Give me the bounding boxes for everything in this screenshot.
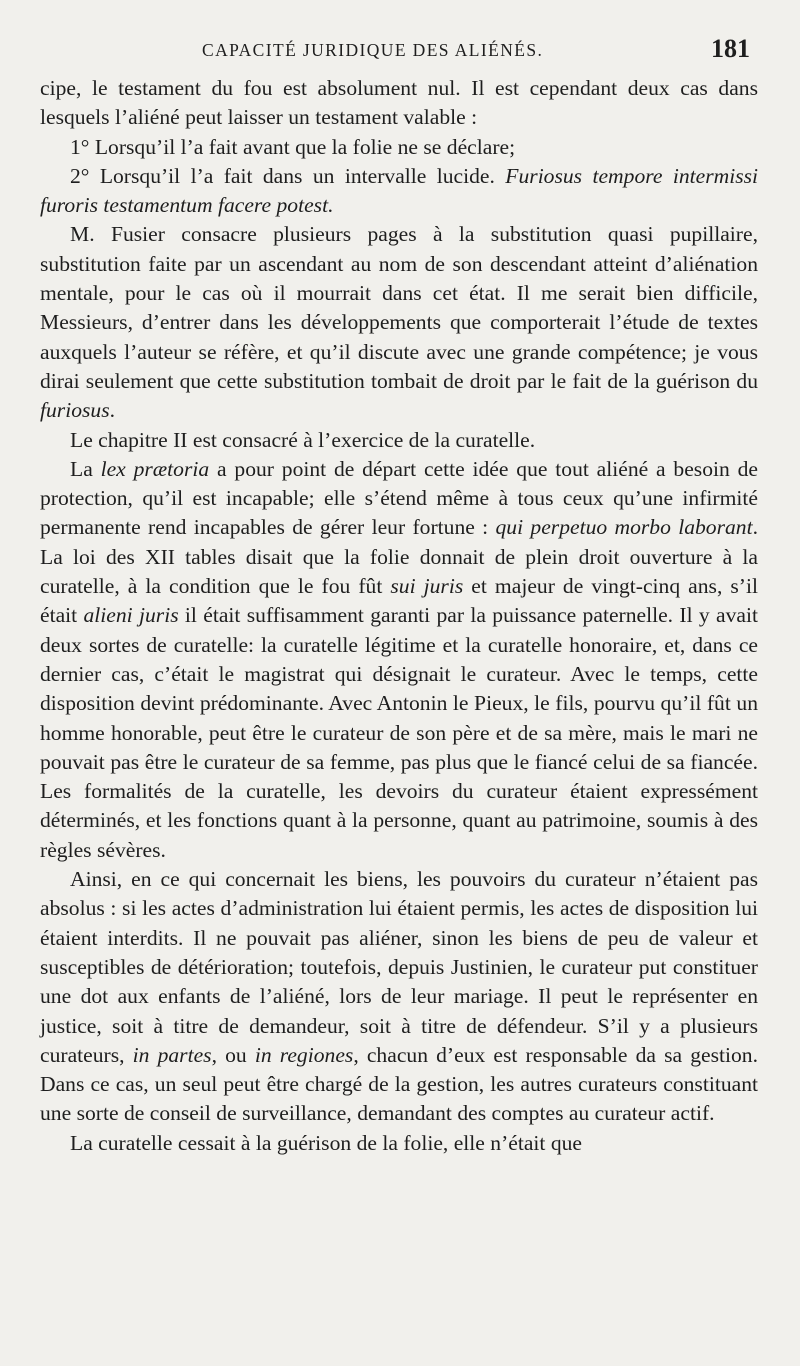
- text-run: La curatelle cessait à la guérison de la folie, elle n’était que: [70, 1130, 583, 1155]
- text-run: M. Fusier consacre plusieurs pages à la substitution quasi pupillaire, substitution faite par un ascendant au nom de son descendant atteint d’aliénation mentale, pour le cas où il mourrait dans cet état. Il me serait bien difficile, Messieurs, d’entrer dans les développements que comporterait l’étude de textes auxquels l’auteur se réfère, et qu’il discute avec une grande compétence; je vous dirai seulement que cette substitution tombait de droit par le fait de la guérison du: [40, 222, 758, 393]
- running-title: CAPACITÉ JURIDIQUE DES ALIÉNÉS.: [202, 40, 544, 60]
- text-run: , chacun d’eux est responsable da sa gestion. Dans ce cas, un seul peut être chargé de la gestion, les autres curateurs constituant une sorte de conseil de surveillance, demandant des comptes au curateur actif.: [40, 1042, 758, 1126]
- italic-text: alieni juris: [83, 603, 179, 628]
- paragraph: [40, 74, 758, 133]
- running-head: [40, 28, 758, 74]
- text-run: 1° Lorsqu’il l’a fait avant que la folie ne se déclare;: [70, 134, 516, 159]
- text-run: 2° Lorsqu’il l’a fait dans un intervalle lucide.: [70, 163, 506, 188]
- italic-text: furiosus: [40, 398, 110, 423]
- body-text: [40, 74, 758, 1158]
- paragraph: [40, 1129, 758, 1158]
- italic-text: in partes: [132, 1042, 212, 1067]
- text-run: cipe, le testament du fou est absolument nul. Il est cependant deux cas dans lesquels l’aliéné peut laisser un testament valable :: [40, 76, 758, 130]
- text-run: a pour point de départ cette idée que tout aliéné a besoin de protection, qu’il est incapable; elle s’étend même à tous ceux qu’une infirmité permanente rend incapables de gérer leur fortune :: [40, 456, 758, 540]
- text-run: Ainsi, en ce qui concernait les biens, les pouvoirs du curateur n’étaient pas absolus : si les actes d’administration lui étaient permis, les actes de disposition lui étaient interdits. Il ne pouvait pas aliéner, sinon les biens de peu de valeur et susceptibles de détérioration; toutefois, depuis Justinien, le curateur put constituer une dot aux enfants de l’aliéné, lors de leur mariage. Il peut le représenter en justice, soit à titre de demandeur, soit à titre de défendeur. S’il y a plusieurs curateurs,: [40, 867, 758, 1067]
- text-run: et majeur de vingt-cinq ans, s’il était: [40, 574, 758, 628]
- italic-text: lex prætoria: [100, 456, 210, 481]
- paragraph: [40, 133, 758, 162]
- paragraph: [40, 455, 758, 865]
- page-number: 181: [711, 34, 750, 63]
- italic-text: in regiones: [254, 1042, 354, 1067]
- italic-text: sui juris: [390, 574, 464, 599]
- text-run: . La loi des XII tables disait que la folie donnait de plein droit ouverture à la curatelle, à la condition que le fou fût: [40, 515, 758, 599]
- text-run: .: [109, 398, 116, 423]
- italic-text: qui perpetuo morbo laborant: [495, 515, 753, 540]
- paragraph: [40, 426, 758, 455]
- paragraph: [40, 865, 758, 1129]
- text-run: Le chapitre II est consacré à l’exercice de la curatelle.: [70, 427, 536, 452]
- paragraph: [40, 162, 758, 221]
- text-run: , ou: [211, 1042, 255, 1067]
- paragraph: [40, 220, 758, 425]
- italic-text: Furiosus tempore intermissi furoris testamentum facere potest.: [40, 163, 758, 218]
- text-run: il était suffisamment garanti par la puissance paternelle. Il y avait deux sortes de curatelle: la curatelle légitime et la curatelle honoraire, et, dans ce dernier cas, c’était le magistrat qui désignait le curateur. Avec le temps, cette disposition devint prédominante. Avec Antonin le Pieux, le fils, pourvu qu’il fût un homme honorable, peut être le curateur de son père et de sa mère, mais le mari ne pouvait pas être le curateur de sa femme, pas plus que le fiancé celui de sa fiancée. Les formalités de la curatelle, les devoirs du curateur étaient expressément déterminés, et les fonctions quant à la personne, quant au patrimoine, soumis à des règles sévères.: [40, 603, 758, 862]
- text-run: La: [70, 456, 101, 481]
